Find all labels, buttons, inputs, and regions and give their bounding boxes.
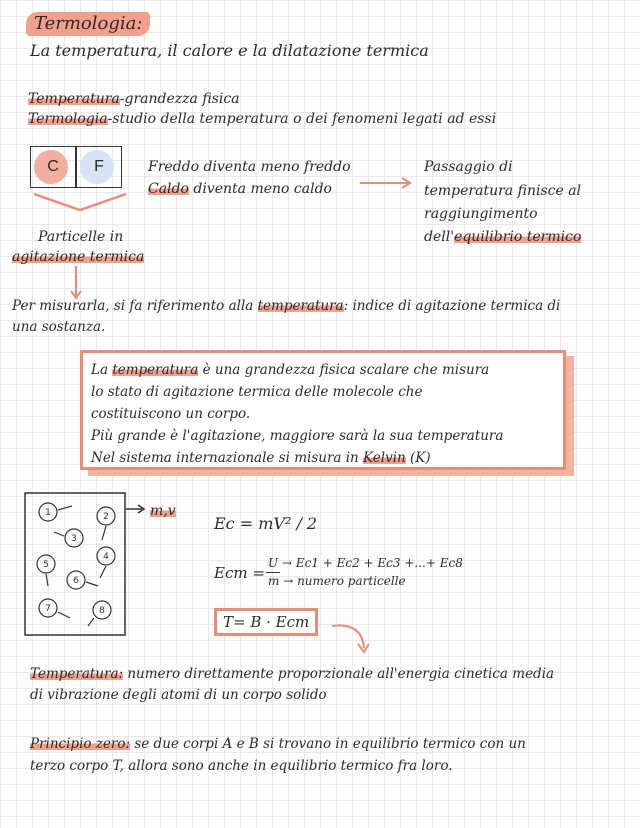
- definition-temperatura: [28, 90, 240, 108]
- particle-label: 1: [45, 508, 51, 518]
- definition-termologia: [28, 110, 496, 128]
- ecm-sum: Ec1 + Ec2 + Ec3 +...+ Ec8: [295, 556, 463, 570]
- formula-ecm-top: U → Ec1 + Ec2 + Ec3 +...+ Ec8: [268, 556, 463, 570]
- particles-label-2: [12, 248, 144, 266]
- diagram-line-1: Freddo diventa meno freddo: [148, 159, 351, 175]
- diagram-line-2-text: diventa meno caldo: [188, 181, 332, 197]
- ecm-denominator: m: [268, 574, 280, 588]
- box-line-2: lo stato di agitazione termica delle molecole che: [91, 384, 423, 400]
- curved-arrow-icon: [330, 620, 374, 658]
- chevron-down-icon: [30, 190, 130, 214]
- box-line-1: [91, 361, 489, 379]
- passage-line-3: raggiungimento: [424, 206, 538, 222]
- passage-line-4: [424, 228, 581, 246]
- formula-ecm-label: Ecm =: [214, 564, 265, 582]
- fraction-bar: [266, 572, 280, 573]
- cell-hot: [30, 146, 76, 188]
- formula-ecm-bottom: m → numero particelle: [268, 574, 406, 588]
- particle-label: 8: [99, 606, 105, 616]
- statement-temperatura-2: di vibrazione degli atomi di un corpo solido: [30, 687, 327, 703]
- passage-prefix: dell': [424, 229, 455, 245]
- statement-text: se due corpi A e B si trovano in equilibrio termico con un: [130, 736, 526, 752]
- mv-highlight: m,v: [150, 503, 176, 519]
- page-subtitle: La temperatura, il calore e la dilatazione termica: [30, 41, 429, 60]
- temperatura-highlight: temperatura: [257, 298, 344, 314]
- box-text: La: [91, 362, 113, 378]
- page-title: Termologia:: [26, 12, 150, 36]
- mv-label: [150, 502, 176, 520]
- particles-container: [24, 492, 128, 638]
- passage-line-1: Passaggio di: [424, 159, 513, 175]
- particle-label: 3: [71, 534, 77, 544]
- kelvin-highlight: Kelvin: [363, 450, 406, 466]
- formula-ec: Ec = mV² / 2: [214, 514, 318, 533]
- particle-label: 7: [45, 604, 51, 614]
- equilibrio-highlight: equilibrio termico: [454, 229, 582, 245]
- statement-text: numero direttamente proporzionale all'energia cinetica media: [123, 666, 555, 682]
- box-highlight: temperatura: [112, 362, 199, 378]
- particle-label: 6: [73, 576, 79, 586]
- box-line-5: [91, 449, 431, 467]
- measure-text-c: : indice di agitazione termica di: [343, 298, 561, 314]
- box-line-3: costituiscono un corpo.: [91, 406, 251, 422]
- statement-principio-1: [30, 735, 526, 753]
- measure-text-a: Per misurarla, si fa riferimento alla: [12, 298, 258, 314]
- cell-cold-label: F: [94, 158, 104, 175]
- measure-line-2: una sostanza.: [12, 319, 106, 335]
- particle-label: 5: [43, 560, 49, 570]
- caldo-highlight: Caldo: [148, 181, 189, 197]
- formula-t-box: T= B · Ecm: [214, 608, 318, 636]
- cell-hot-label: C: [47, 158, 59, 175]
- cell-cold: [76, 146, 122, 188]
- ecm-count: numero particelle: [297, 574, 406, 588]
- box-text: è una grandezza fisica scalare che misura: [198, 362, 490, 378]
- particles-highlight: agitazione termica: [12, 249, 145, 265]
- box-line-4: Più grande è l'agitazione, maggiore sarà la sua temperatura: [91, 428, 504, 444]
- arrow-right-icon: [358, 174, 414, 192]
- measure-line-1: [12, 297, 560, 315]
- statement-temperatura-1: [30, 665, 554, 683]
- statement-principio-2: terzo corpo T, allora sono anche in equilibrio termico fra loro.: [30, 758, 453, 774]
- ecm-numerator: U: [268, 556, 279, 570]
- diagram-line-2: [148, 180, 332, 198]
- statement-term: Principio zero:: [30, 736, 131, 752]
- definition-text: -grandezza fisica: [119, 91, 240, 107]
- passage-line-2: temperatura finisce al: [424, 183, 582, 199]
- term-highlight: Temperatura: [28, 91, 120, 107]
- arrow-right-small-icon: [126, 502, 148, 516]
- box-text: Nel sistema internazionale si misura in: [91, 450, 364, 466]
- particle-label: 4: [103, 552, 109, 562]
- statement-term: Temperatura:: [30, 666, 124, 682]
- definition-text: -studio della temperatura o dei fenomeni legati ad essi: [107, 111, 497, 127]
- box-text: (K): [405, 450, 431, 466]
- particles-label-1: Particelle in: [38, 229, 124, 245]
- term-highlight: Termologia: [28, 111, 108, 127]
- definition-box: [80, 350, 566, 470]
- particle-label: 2: [103, 512, 109, 522]
